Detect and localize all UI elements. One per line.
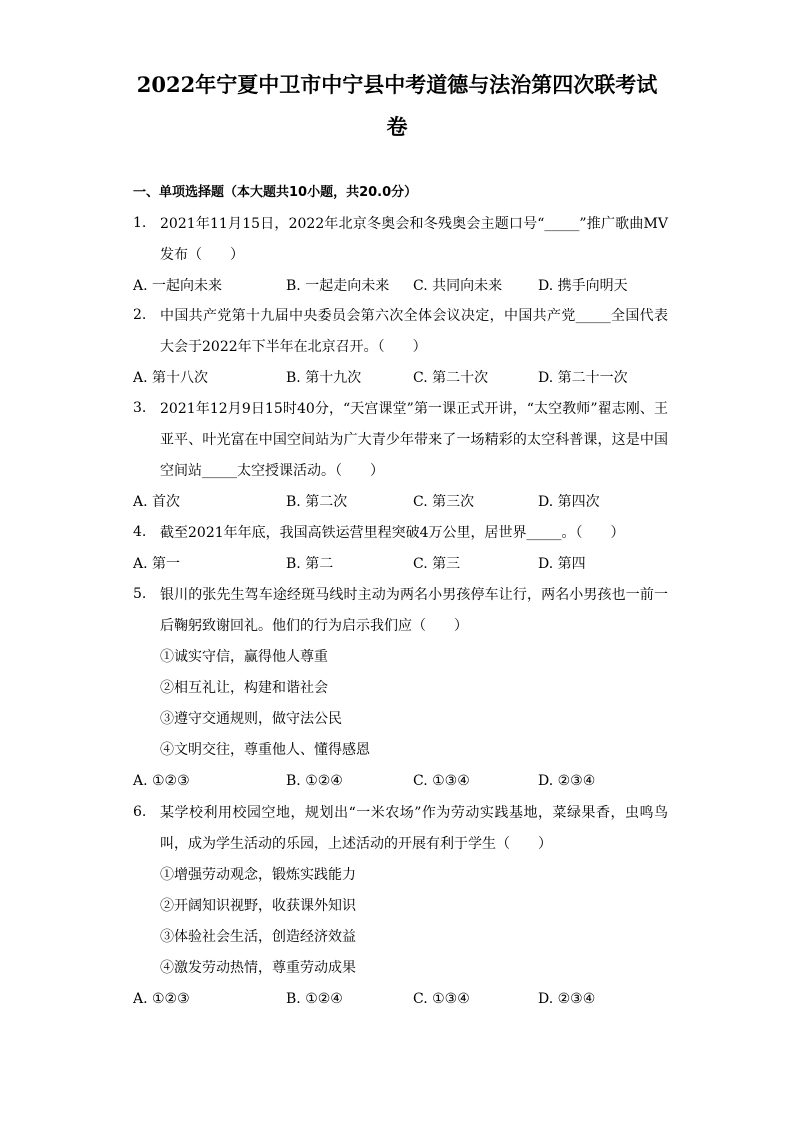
option-a[interactable]: A. 一起向未来 [133, 278, 223, 294]
question-number: 2. [133, 307, 147, 323]
option-row [133, 487, 668, 518]
statement-3: ③体验社会生活，创造经济效益 [160, 929, 356, 945]
question-6 [133, 798, 668, 1015]
statement-1: ①诚实守信，赢得他人尊重 [160, 649, 328, 665]
question-text: 中国共产党第十九届中央委员会第六次全体会议决定，中国共产党_____全国代表大会于2022年下半年在北京召开。（ ） [160, 308, 668, 355]
question-text: 截至2021年年底，我国高铁运营里程突破4万公里，居世界_____。（ ） [160, 525, 625, 541]
question-number: 3. [133, 400, 147, 416]
option-b[interactable]: B. 第十九次 [286, 370, 362, 386]
statement-3: ③遵守交通规则，做守法公民 [160, 711, 342, 727]
option-a[interactable]: A. ①②③ [133, 991, 190, 1007]
option-d[interactable]: D. 第四 [538, 556, 586, 572]
question-number: 6. [133, 804, 147, 820]
option-b[interactable]: B. ①②④ [286, 773, 343, 789]
option-a[interactable]: A. 第一 [133, 556, 181, 572]
option-row [133, 363, 668, 394]
exam-title-line-2: 卷 [386, 114, 408, 139]
option-a[interactable]: A. 首次 [133, 494, 181, 510]
question-3 [133, 394, 668, 518]
statement-2: ②相互礼让，构建和谐社会 [160, 680, 328, 696]
option-c[interactable]: C. ①③④ [413, 773, 470, 789]
statement-2: ②开阔知识视野，收获课外知识 [160, 898, 356, 914]
question-number: 1. [133, 215, 147, 231]
section-header: 一、单项选择题（本大题共10小题，共20.0分） [133, 185, 418, 200]
option-c[interactable]: C. 第二十次 [413, 370, 489, 386]
option-a[interactable]: A. ①②③ [133, 773, 190, 789]
option-d[interactable]: D. ②③④ [538, 773, 596, 789]
statement-4: ④激发劳动热情，尊重劳动成果 [160, 960, 356, 976]
exam-title [120, 64, 674, 148]
question-text: 银川的张先生驾车途经斑马线时主动为两名小男孩停车让行，两名小男孩也一前一后鞠躬致谢回礼。他们的行为启示我们应（ ） [160, 587, 668, 634]
option-a[interactable]: A. 第十八次 [133, 370, 209, 386]
option-c[interactable]: C. 第三 [413, 556, 461, 572]
exam-title-line-1: 2022年宁夏中卫市中宁县中考道德与法治第四次联考试 [136, 72, 658, 97]
option-c[interactable]: C. ①③④ [413, 991, 470, 1007]
option-c[interactable]: C. 共同向未来 [413, 278, 503, 294]
question-text: 2021年12月9日15时40分，“天宫课堂”第一课正式开讲，“太空教师”翟志刚、王亚平、叶光富在中国空间站为广大青少年带来了一场精彩的太空科普课，这是中国空间站_____太空授课活动。（ ） [160, 401, 668, 479]
option-d[interactable]: D. 携手向明天 [538, 278, 628, 294]
option-b[interactable]: B. 一起走向未来 [286, 278, 390, 294]
option-row [133, 271, 668, 302]
option-row [133, 984, 668, 1015]
question-1 [133, 209, 668, 302]
question-5 [133, 580, 668, 797]
option-b[interactable]: B. 第二次 [286, 494, 348, 510]
question-2 [133, 301, 668, 394]
question-number: 5. [133, 586, 147, 602]
statement-1: ①增强劳动观念，锻炼实践能力 [160, 867, 356, 883]
option-b[interactable]: B. 第二 [286, 556, 334, 572]
question-text: 某学校利用校园空地，规划出“一米农场”作为劳动实践基地，菜绿果香，虫鸣鸟叫，成为学生活动的乐园，上述活动的开展有利于学生（ ） [160, 805, 668, 852]
option-row [133, 766, 668, 797]
option-b[interactable]: B. ①②④ [286, 991, 343, 1007]
question-text: 2021年11月15日，2022年北京冬奥会和冬残奥会主题口号“_____”推广歌曲MV发布（ ） [160, 216, 668, 263]
option-d[interactable]: D. 第四次 [538, 494, 600, 510]
question-number: 4. [133, 524, 147, 540]
option-c[interactable]: C. 第三次 [413, 494, 475, 510]
option-d[interactable]: D. ②③④ [538, 991, 596, 1007]
option-d[interactable]: D. 第二十一次 [538, 370, 628, 386]
question-4 [133, 518, 668, 580]
statement-4: ④文明交往，尊重他人、懂得感恩 [160, 742, 370, 758]
option-row [133, 549, 668, 580]
